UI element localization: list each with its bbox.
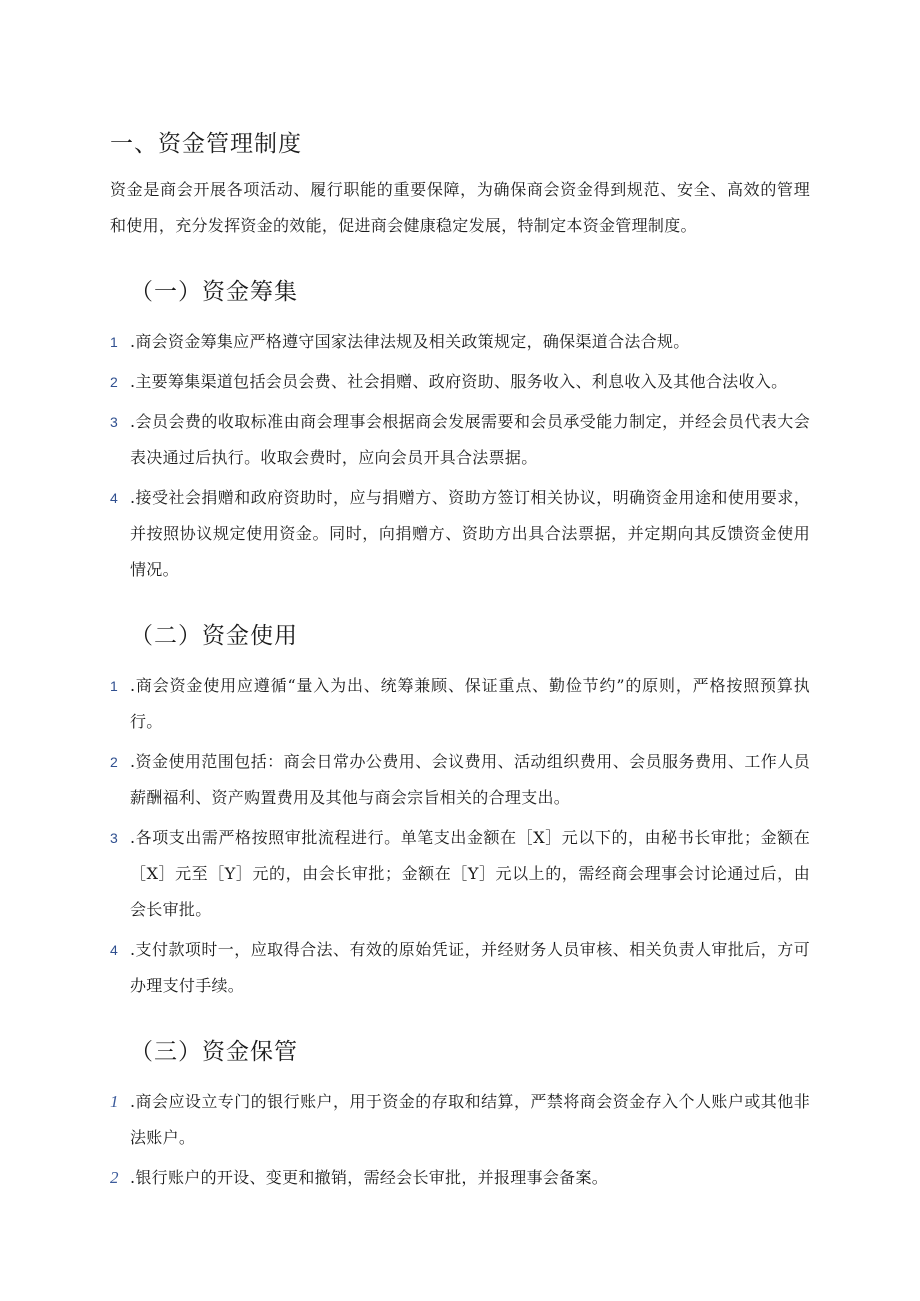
- list-item: [110, 1160, 810, 1196]
- list-number: 3: [110, 830, 119, 846]
- list-item-text: .银行账户的开设、变更和撤销，需经会长审批，并报理事会备案。: [130, 1168, 609, 1187]
- list-number: 1: [110, 334, 119, 350]
- list-item: [110, 1084, 810, 1156]
- list-item: [110, 404, 810, 476]
- list-item-text: .主要筹集渠道包括会员会费、社会捐赠、政府资助、服务收入、利息收入及其他合法收入。: [130, 372, 788, 391]
- list-number: 2: [110, 754, 119, 770]
- section-heading-fundraising: （一）资金筹集: [130, 279, 298, 305]
- list-item-text: .商会应设立专门的银行账户，用于资金的存取和结算，严禁将商会资金存入个人账户或其他非法账户。: [130, 1092, 810, 1147]
- list-number: 1: [110, 678, 119, 694]
- list-item: [110, 324, 810, 360]
- list-item-text: .资金使用范围包括：商会日常办公费用、会议费用、活动组织费用、会员服务费用、工作人员薪酬福利、资产购置费用及其他与商会宗旨相关的合理支出。: [130, 752, 810, 807]
- list-number: 4: [110, 942, 119, 958]
- list-item-text: .会员会费的收取标准由商会理事会根据商会发展需要和会员承受能力制定，并经会员代表大会表决通过后执行。收取会费时，应向会员开具合法票据。: [130, 412, 810, 467]
- section-heading-fund-usage: （二）资金使用: [130, 623, 298, 649]
- list-number: 2: [110, 1168, 119, 1187]
- list-item: [110, 668, 810, 740]
- list-item-text: .商会资金使用应遵循“量入为出、统筹兼顾、保证重点、勤俭节约”的原则，严格按照预算执行。: [130, 676, 810, 731]
- list-item-text: .接受社会捐赠和政府资助时，应与捐赠方、资助方签订相关协议，明确资金用途和使用要求，并按照协议规定使用资金。同时，向捐赠方、资助方出具合法票据，并定期向其反馈资金使用情况。: [130, 488, 810, 579]
- list-item-text: .支付款项时一，应取得合法、有效的原始凭证，并经财务人员审核、相关负责人审批后，方可办理支付手续。: [130, 940, 810, 995]
- list-number: 1: [110, 1092, 119, 1111]
- intro-paragraph: 资金是商会开展各项活动、履行职能的重要保障，为确保商会资金得到规范、安全、高效的管理和使用，充分发挥资金的效能，促进商会健康稳定发展，特制定本资金管理制度。: [110, 180, 810, 235]
- list-item-text: .商会资金筹集应严格遵守国家法律法规及相关政策规定，确保渠道合法合规。: [130, 332, 690, 351]
- list-item: [110, 744, 810, 816]
- list-item: [110, 820, 810, 928]
- list-item-text: .各项支出需严格按照审批流程进行。单笔支出金额在［X］元以下的，由秘书长审批；金额在［X］元至［Y］元的，由会长审批；金额在［Y］元以上的，需经商会理事会讨论通过后，由会长审批。: [130, 828, 810, 919]
- list-number: 4: [110, 490, 119, 506]
- list-number: 2: [110, 374, 119, 390]
- list-item: [110, 932, 810, 1004]
- list-item: [110, 364, 810, 400]
- section-heading-fund-custody: （三）资金保管: [130, 1039, 298, 1065]
- list-number: 3: [110, 414, 119, 430]
- list-item: [110, 480, 810, 588]
- document-page: [110, 124, 810, 1200]
- document-title: 一、资金管理制度: [110, 131, 302, 157]
